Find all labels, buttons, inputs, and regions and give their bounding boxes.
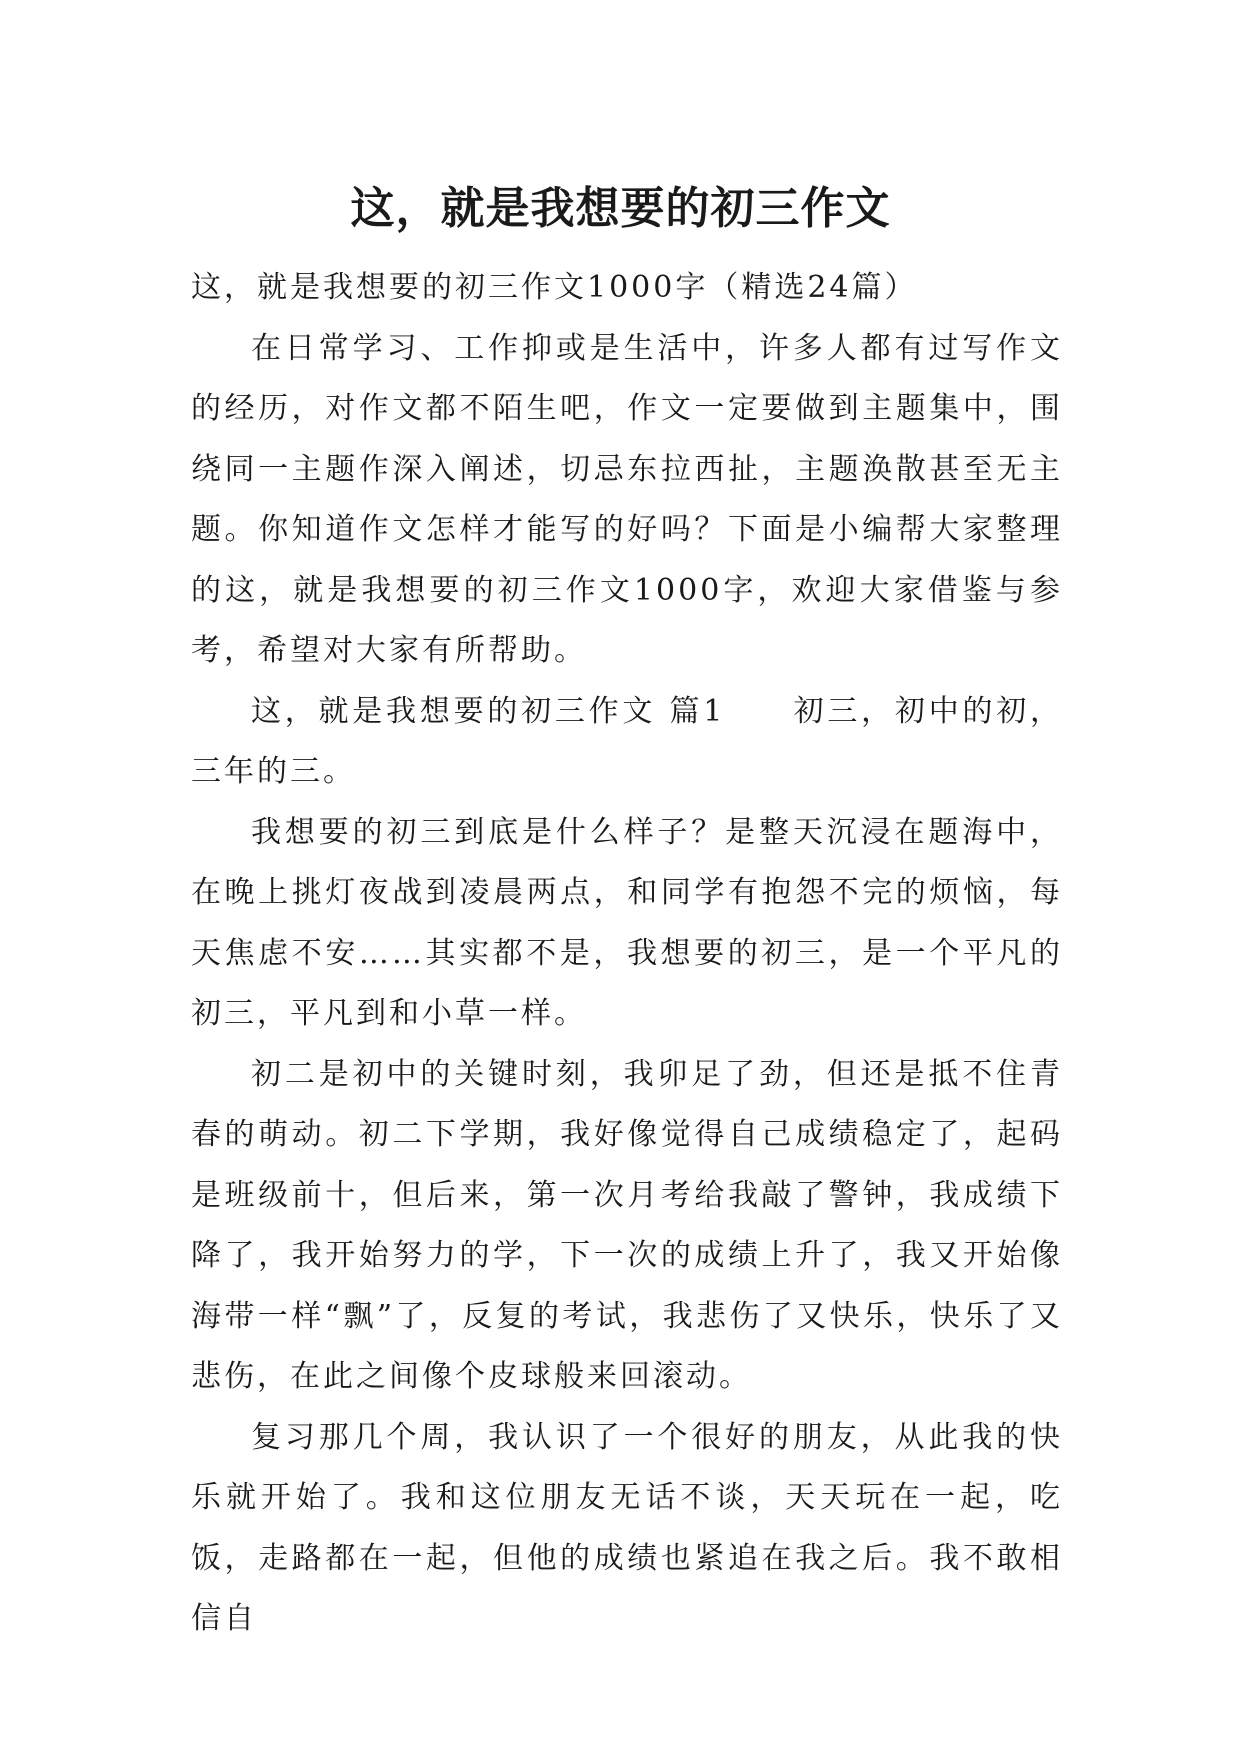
subtitle-paragraph: 这，就是我想要的初三作文1000字（精选24篇） (191, 270, 918, 305)
document-body (191, 258, 1063, 1650)
essay-1-heading-paragraph: 这，就是我想要的初三作文 篇1 初三，初中的初，三年的三。 (191, 693, 1063, 789)
intro-paragraph: 在日常学习、工作抑或是生活中，许多人都有过写作文的经历，对作文都不陌生吧，作文一定要做到主题集中，围绕同一主题作深入阐述，切忌东拉西扯，主题涣散甚至无主题。你知道作文怎样才能写的好吗？下面是小编帮大家整理的这，就是我想要的初三作文1000字，欢迎大家借鉴与参考，希望对大家有所帮助。 (191, 330, 1063, 668)
body-paragraph: 初二是初中的关键时刻，我卯足了劲，但还是抵不住青春的萌动。初二下学期，我好像觉得自己成绩稳定了，起码是班级前十，但后来，第一次月考给我敲了警钟，我成绩下降了，我开始努力的学，下一次的成绩上升了，我又开始像海带一样“飘”了，反复的考试，我悲伤了又快乐，快乐了又悲伤，在此之间像个皮球般来回滚动。 (191, 1056, 1063, 1394)
document-title: 这，就是我想要的初三作文 (350, 183, 891, 235)
body-paragraph: 我想要的初三到底是什么样子？是整天沉浸在题海中，在晚上挑灯夜战到凌晨两点，和同学有抱怨不完的烦恼，每天焦虑不安……其实都不是，我想要的初三，是一个平凡的初三，平凡到和小草一样。 (191, 814, 1063, 1031)
body-paragraph: 复习那几个周，我认识了一个很好的朋友，从此我的快乐就开始了。我和这位朋友无话不谈，天天玩在一起，吃饭，走路都在一起，但他的成绩也紧追在我之后。我不敢相信自 (191, 1419, 1063, 1636)
